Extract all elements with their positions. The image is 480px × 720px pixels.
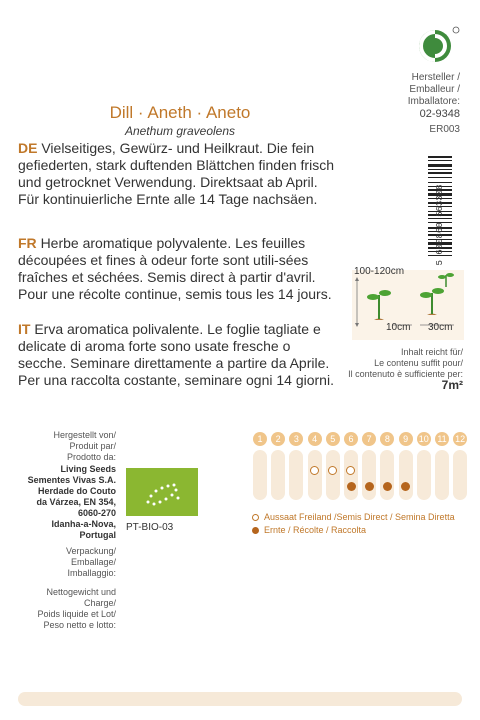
month-bar: [453, 450, 467, 500]
sowing-marker: [346, 466, 355, 475]
month-number: 2: [271, 432, 285, 446]
calendar-month-column: [343, 432, 359, 502]
green-dot-recycling-icon: [414, 22, 460, 68]
producer-label-line: Produit par/: [69, 441, 116, 451]
description-fr: [18, 235, 336, 303]
calendar-month-column: [379, 432, 395, 502]
manufacturer-block: [340, 72, 460, 120]
month-bar: [417, 450, 431, 500]
month-number: 8: [380, 432, 394, 446]
packaging-label: [66, 546, 116, 579]
calendar-month-column: [398, 432, 414, 502]
harvest-marker: [347, 482, 356, 491]
description-text: Vielseitiges, Gewürz- und Heilkraut. Die fein gefiederten, stark duftenden Blättchen finden frisch und getrocknet Verwendung. Direktsaat ab April. Für kontinuierliche Ernte alle 14 Tage nachsäen.: [18, 140, 334, 207]
month-bar: [380, 450, 394, 500]
producer-label-line: Prodotto da:: [66, 452, 116, 462]
calendar-month-column: [252, 432, 268, 502]
calendar-month-column: [361, 432, 377, 502]
legend-harvest: [252, 525, 366, 535]
sufficient-value: 7m²: [441, 378, 463, 392]
packaging-label-line: Imballaggio:: [67, 568, 116, 578]
month-number: 7: [362, 432, 376, 446]
legend-sowing: [252, 512, 455, 522]
lang-code: IT: [18, 321, 31, 337]
legend-harvest-text: Ernte / Récolte / Raccolta: [264, 525, 367, 535]
sowing-marker-icon: [252, 514, 259, 521]
month-bar: [326, 450, 340, 500]
legend-sowing-text: Aussaat Freiland /Semis Direct / Semina Diretta: [264, 512, 455, 522]
month-bar: [344, 450, 358, 500]
depth-label: 30cm: [428, 322, 453, 333]
sufficient-label-line: Le contenu suffit pour/: [374, 358, 463, 368]
producer-line: da Várzea, EN 354,: [36, 497, 116, 507]
manufacturer-number: 02-9348: [419, 108, 460, 120]
producer-address: [28, 464, 116, 541]
producer-label-line: Hergestellt von/: [53, 430, 116, 440]
month-bar: [289, 450, 303, 500]
month-number: 3: [289, 432, 303, 446]
month-bar: [399, 450, 413, 500]
producer-line: Idanha-a-Nova,: [51, 519, 116, 529]
packaging-label-line: Emballage/: [70, 557, 116, 567]
calendar-month-column: [288, 432, 304, 502]
description-it: [18, 321, 336, 389]
sufficient-label-line: Inhalt reicht für/: [400, 347, 463, 357]
calendar-month-column: [434, 432, 450, 502]
month-number: 10: [418, 434, 429, 444]
barcode-digits: 5 600860 563308: [435, 184, 445, 266]
month-number: 4: [308, 432, 322, 446]
harvest-marker-icon: [252, 527, 259, 534]
certification-code: PT-BIO-03: [126, 522, 174, 533]
month-bar: [435, 450, 449, 500]
month-number: 5: [326, 432, 340, 446]
harvest-marker: [383, 482, 392, 491]
calendar-month-column: [270, 432, 286, 502]
lang-code: DE: [18, 140, 38, 156]
eu-leaf-icon: [126, 468, 198, 516]
weight-label: [37, 587, 116, 631]
producer-line: Sementes Vivas S.A.: [27, 475, 116, 485]
weight-label-line: Poids liquide et Lot/: [37, 609, 116, 619]
producer-line: 6060-270: [77, 508, 116, 518]
row-spacing-label: 100-120cm: [354, 266, 405, 277]
sufficient-label-line: Il contenuto è sufficiente per:: [348, 369, 463, 379]
month-number: 9: [399, 432, 413, 446]
month-bar: [362, 450, 376, 500]
month-number: 11: [435, 432, 449, 446]
description-text: Herbe aromatique polyvalente. Les feuilles découpées et fines à odeur forte sont utili-sées fraîches et séchées. Semis direct à partir d'avril. Pour une récolte continue, semis tous les 14 jours.: [18, 235, 332, 302]
weight-label-line: Charge/: [83, 598, 116, 608]
manufacturer-label: Hersteller /: [411, 72, 460, 83]
description-text: Erva aromatica polivalente. Le foglie tagliate e delicate di aroma forte sono usate fresche o secche. Seminare direttamente a partire da Aprile. Per una raccolta costante, seminare ogni 14 giorni.: [18, 321, 334, 388]
packaging-label-line: Verpackung/: [65, 546, 116, 556]
month-bar: [308, 450, 322, 500]
weight-label-line: Peso netto e lotto:: [43, 620, 116, 630]
month-number: 12: [455, 434, 466, 444]
sowing-marker: [328, 466, 337, 475]
producer-line: Living Seeds: [60, 464, 116, 474]
harvest-marker: [365, 482, 374, 491]
month-number: 1: [253, 432, 267, 446]
sowing-calendar: [252, 432, 470, 562]
sufficient-label: [313, 347, 463, 380]
product-code: ER003: [429, 124, 460, 135]
producer-label: [53, 430, 116, 463]
month-number: 6: [344, 432, 358, 446]
tear-strip: [18, 692, 462, 706]
weight-label-line: Nettogewicht und: [46, 587, 116, 597]
latin-name: Anethum graveolens: [124, 124, 236, 138]
producer-line: Portugal: [79, 530, 116, 540]
sowing-marker: [310, 466, 319, 475]
manufacturer-label: Imballatore:: [407, 96, 460, 107]
product-title: Dill · Aneth · Aneto: [109, 103, 251, 122]
lang-code: FR: [18, 235, 37, 251]
calendar-month-column: [452, 432, 468, 502]
plant-spacing-label: 10cm: [386, 322, 411, 333]
month-bar: [271, 450, 285, 500]
calendar-month-column: [325, 432, 341, 502]
calendar-month-column: [416, 432, 432, 502]
manufacturer-label: Emballeur /: [409, 84, 460, 95]
calendar-month-column: [307, 432, 323, 502]
description-de: [18, 140, 336, 208]
producer-line: Herdade do Couto: [38, 486, 116, 496]
month-bar: [253, 450, 267, 500]
eu-organic-logo: [126, 468, 198, 516]
